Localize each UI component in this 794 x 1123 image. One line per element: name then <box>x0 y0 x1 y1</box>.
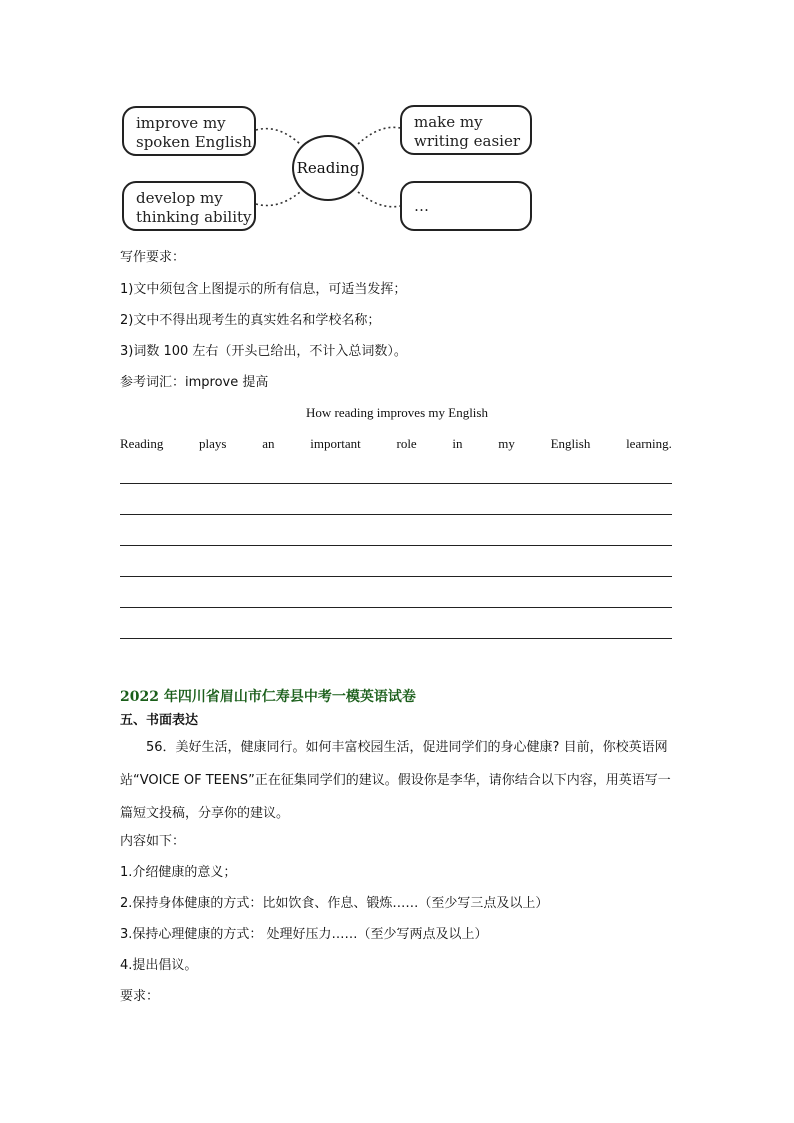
node-line: thinking ability <box>136 208 252 226</box>
requirement-item: 2)文中不得出现考生的真实姓名和学校名称； <box>120 313 381 328</box>
node-line: develop my <box>136 189 223 207</box>
opening-word: in <box>452 436 463 451</box>
node-line: writing easier <box>414 132 521 150</box>
node-writing-easier <box>400 105 532 155</box>
task-paragraph: 56．美好生活，健康同行。如何丰富校园生活，促进同学们的身心健康? 目前，你校英语网站“VOICE OF TEENS”正在征集同学们的建议。假设你是李华，请你结合以下内容，用英语写一篇短文投稿，分享你的建议。 <box>120 740 671 821</box>
essay-opening <box>120 436 672 452</box>
center-label: Reading <box>296 159 360 177</box>
node-line: spoken English <box>136 133 252 151</box>
requirement-item: 1)文中须包含上图提示的所有信息，可适当发挥； <box>120 282 407 297</box>
part-heading: 五、书面表达 <box>120 713 199 728</box>
opening-word: role <box>396 436 417 451</box>
requirements-heading: 写作要求： <box>120 250 186 265</box>
opening-word: English <box>550 436 591 451</box>
opening-word: an <box>262 436 275 451</box>
content-item: 4.提出倡议。 <box>120 958 198 973</box>
answer-line[interactable] <box>120 576 672 577</box>
node-thinking-ability <box>122 181 256 231</box>
content-heading: 内容如下： <box>120 834 186 849</box>
requirement-item: 3)词数 100 左右（开头已给出，不计入总词数）。 <box>120 344 407 359</box>
content-item: 1.介绍健康的意义； <box>120 865 237 880</box>
answer-line[interactable] <box>120 483 672 484</box>
opening-word: my <box>498 436 515 451</box>
node-ellipsis <box>400 181 532 231</box>
essay-title: How reading improves my English <box>306 405 488 420</box>
answer-line[interactable] <box>120 514 672 515</box>
node-reading <box>292 135 364 201</box>
mind-map-diagram <box>118 100 538 240</box>
opening-word: important <box>310 436 361 451</box>
answer-line[interactable] <box>120 638 672 639</box>
node-line: make my <box>414 113 483 131</box>
node-improve-spoken <box>122 106 256 156</box>
content-item: 2.保持身体健康的方式：比如饮食、作息、锻炼……（至少写三点及以上） <box>120 896 549 911</box>
opening-word: plays <box>199 436 227 451</box>
opening-word: learning. <box>626 436 672 451</box>
requirement-heading: 要求： <box>120 989 160 1004</box>
answer-line[interactable] <box>120 607 672 608</box>
exam-title: 2022 年四川省眉山市仁寿县中考一模英语试卷 <box>120 689 416 705</box>
answer-line[interactable] <box>120 545 672 546</box>
node-line: … <box>414 197 429 215</box>
reference-vocab: 参考词汇：improve 提高 <box>120 375 269 390</box>
content-item: 3.保持心理健康的方式： 处理好压力……（至少写两点及以上） <box>120 927 488 942</box>
opening-word: Reading <box>120 436 164 451</box>
node-line: improve my <box>136 114 226 132</box>
